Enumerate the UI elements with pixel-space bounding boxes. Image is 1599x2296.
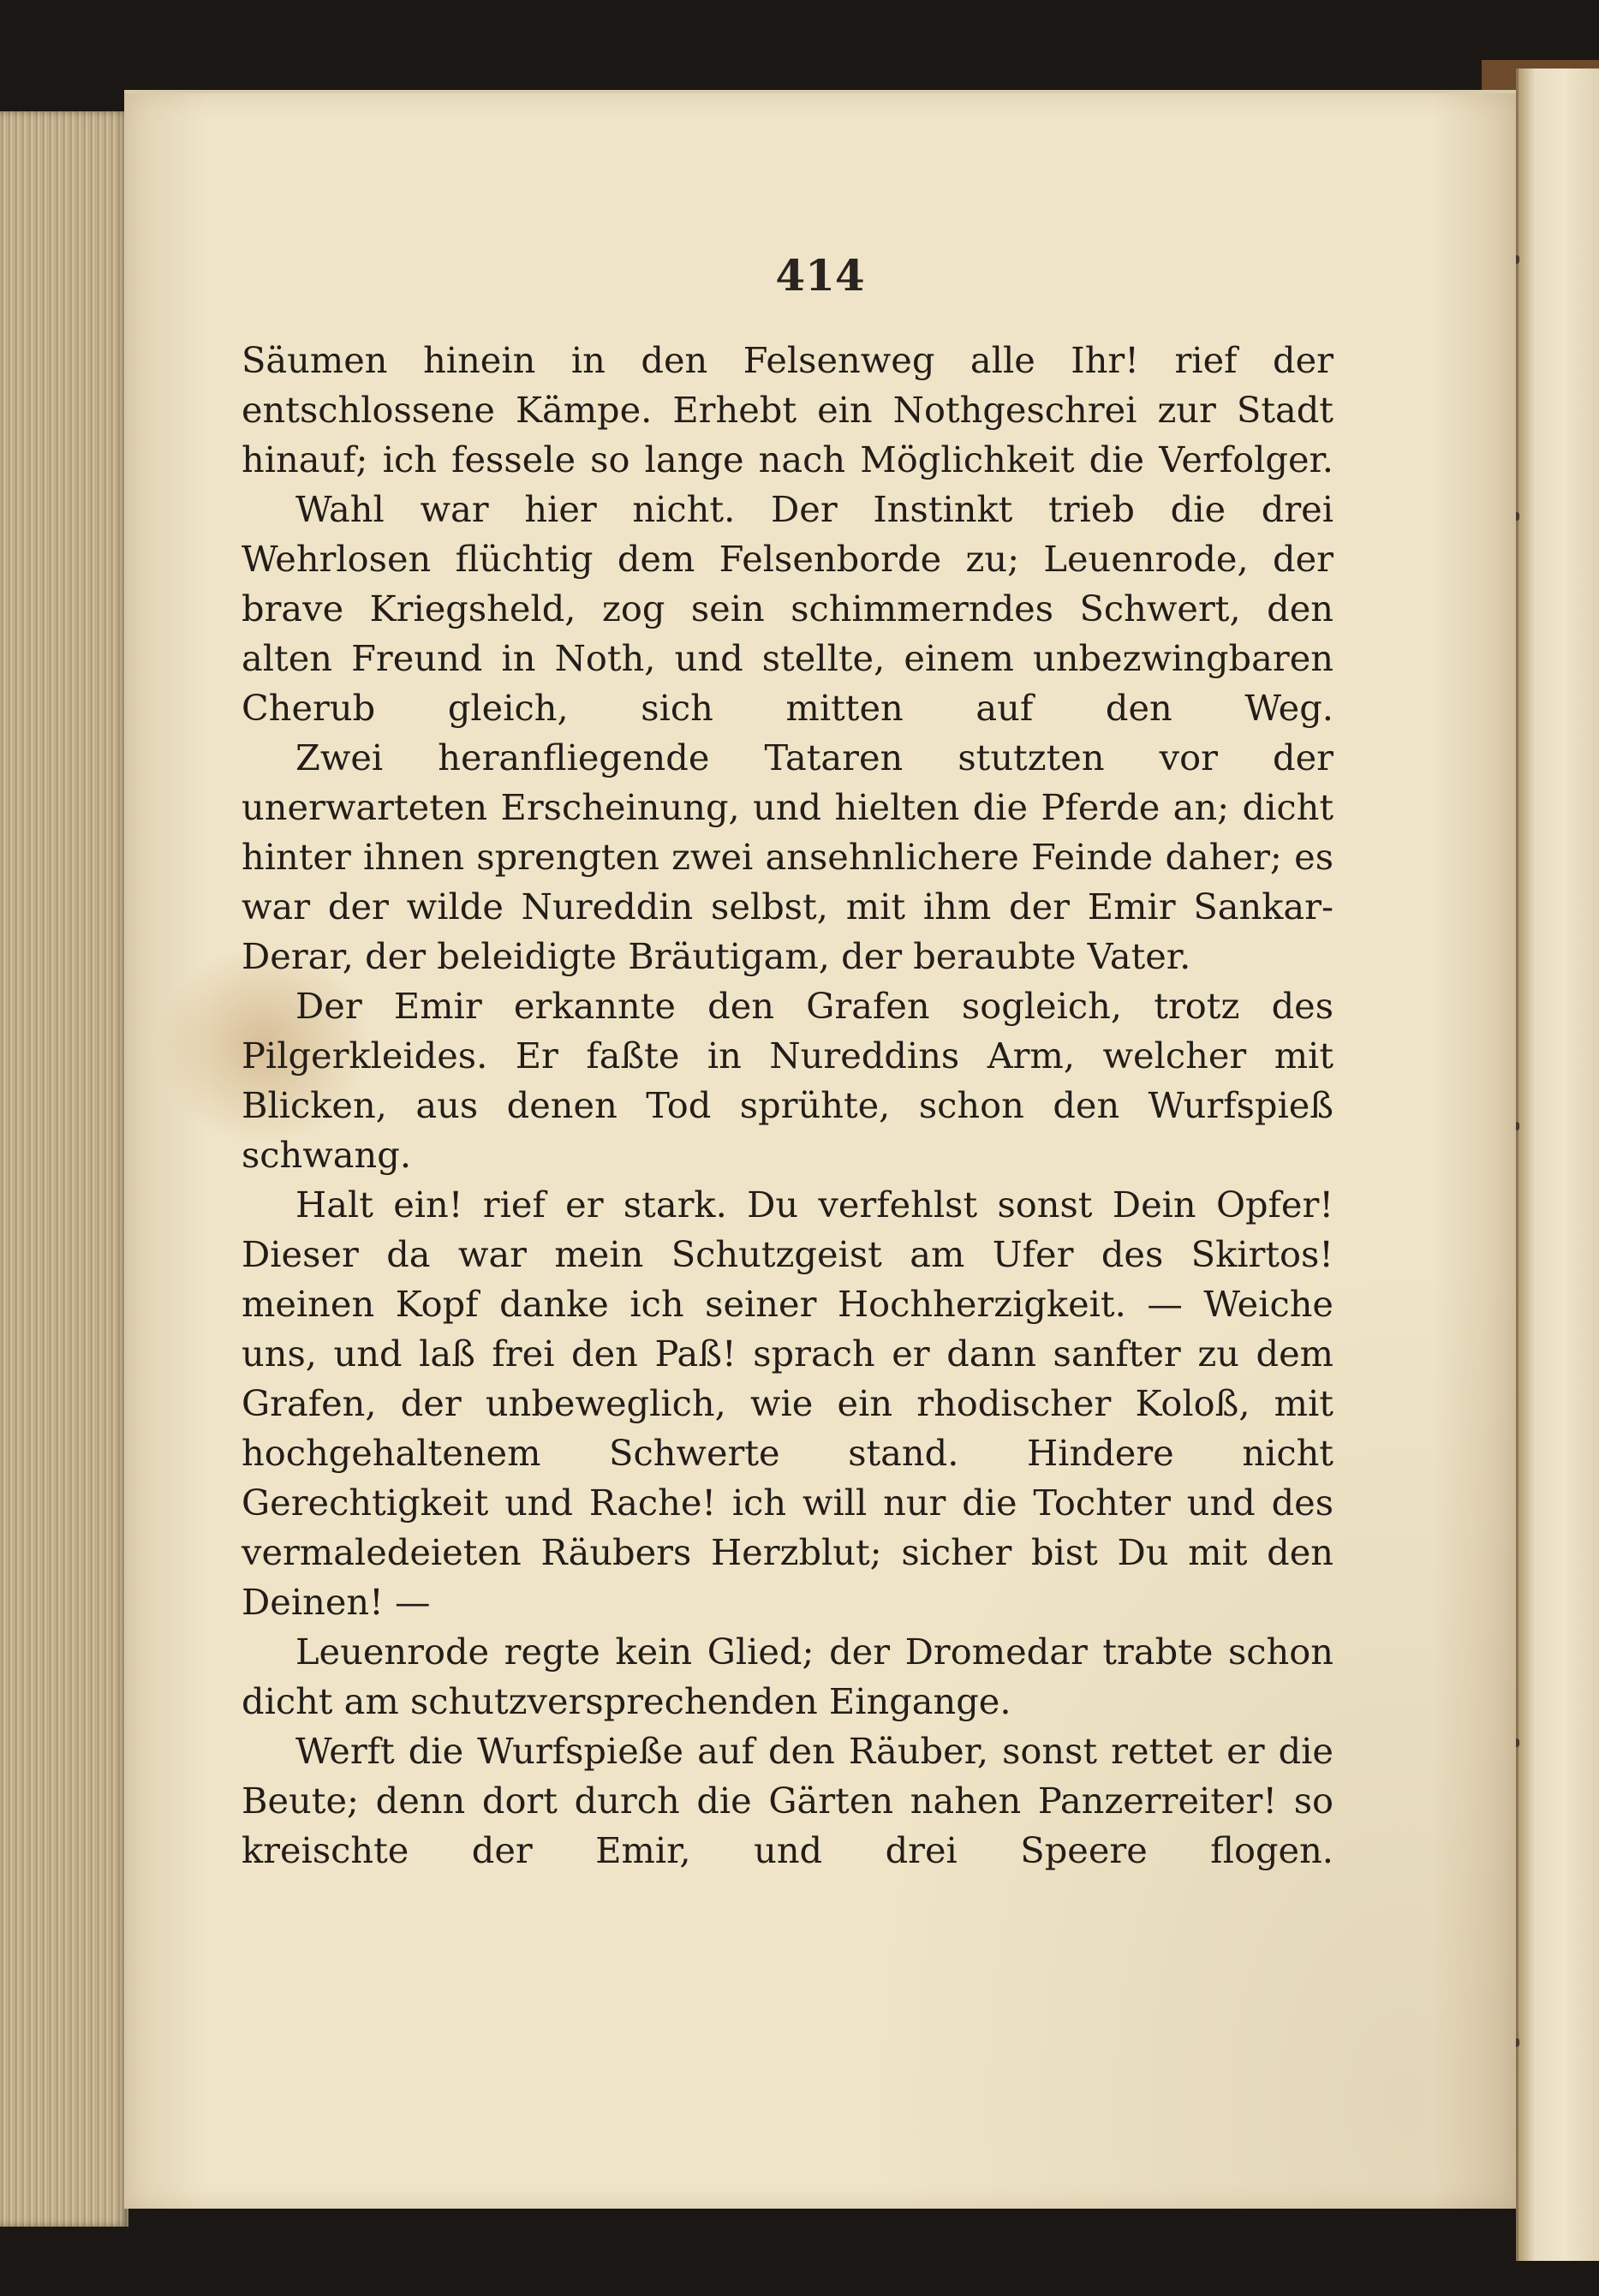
- paragraph: Wahl war hier nicht. Der Instinkt trieb die drei Wehrlosen flüchtig dem Felsenborde zu; Leuenrode, der brave Kriegsheld, zog sein schimmerndes Schwert, den alten Freund in Noth, und stellte, einem unbezwingbaren Cherub gleich, sich mitten auf den Weg.: [242, 488, 1333, 729]
- page-stack-edges: [0, 111, 128, 2227]
- paragraph: Leuenrode regte kein Glied; der Dromedar trabte schon dicht am schutzversprechenden Eingange.: [242, 1631, 1333, 1722]
- page-body: [242, 336, 1333, 1876]
- paragraph: Zwei heranfliegende Tataren stutzten vor der unerwarteten Erscheinung, und hielten die Pferde an; dicht hinter ihnen sprengten zwei ansehnlichere Feinde daher; es war der wilde Nureddin selbst, mit ihm der Emir Sankar-Derar, der beleidigte Bräutigam, der beraubte Vater.: [242, 737, 1333, 977]
- paragraph: Werft die Wurfspieße auf den Räuber, sonst rettet er die Beute; denn dort durch die Gärten nahen Panzerreiter! so kreischte der Emir, und drei Speere flogen.: [242, 1730, 1333, 1871]
- facing-page-edge: [1516, 69, 1599, 2261]
- page-number: 414: [775, 250, 865, 301]
- paragraph: Der Emir erkannte den Grafen sogleich, trotz des Pilgerkleides. Er faßte in Nureddins Arm, welcher mit Blicken, aus denen Tod sprühte, schon den Wurfspieß schwang.: [242, 985, 1333, 1176]
- paragraph: Säumen hinein in den Felsenweg alle Ihr! rief der entschlossene Kämpe. Erhebt ein Nothgeschrei zur Stadt hinauf; ich fessele so lange nach Möglichkeit die Verfolger.: [242, 339, 1333, 480]
- paragraph: Halt ein! rief er stark. Du verfehlst sonst Dein Opfer! Dieser da war mein Schutzgeist am Ufer des Skirtos! meinen Kopf danke ich seiner Hochherzigkeit. — Weiche uns, und laß frei den Paß! sprach er dann sanfter zu dem Grafen, der unbeweglich, wie ein rhodischer Koloß, mit hochgehaltenem Schwerte stand. Hindere nicht Gerechtigkeit und Rache! ich will nur die Tochter und des vermaledeieten Räubers Herzblut; sicher bist Du mit den Deinen! —: [242, 1184, 1333, 1623]
